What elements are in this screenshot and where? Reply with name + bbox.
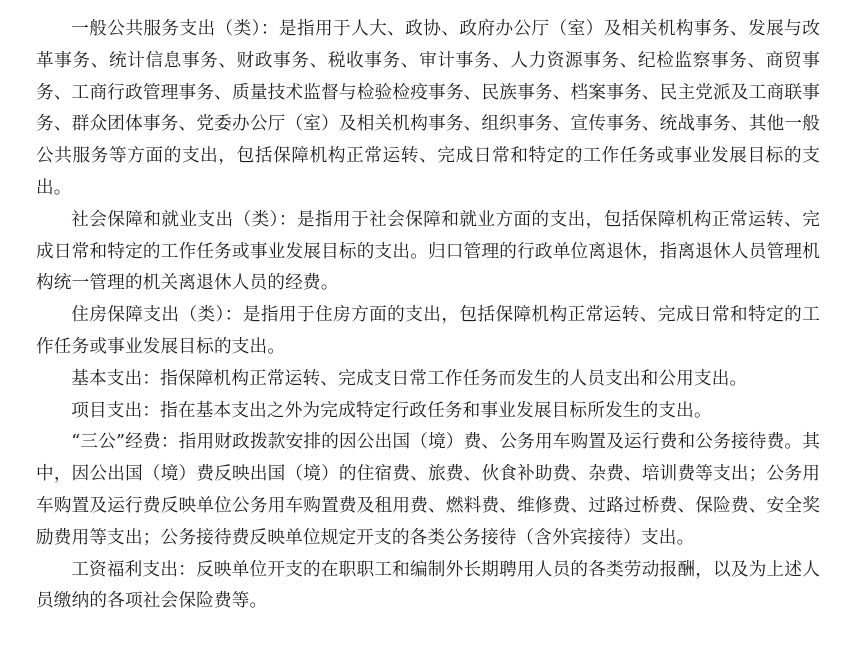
- paragraph-three-public-expenses: “三公”经费：指用财政拨款安排的因公出国（境）费、公务用车购置及运行费和公务接待费。其中，因公出国（境）费反映出国（境）的住宿费、旅费、伙食补助费、杂费、培训费等支出；公务用车购置及运行费反映单位公务用车购置费及租用费、燃料费、维修费、过路过桥费、保险费、安全奖励费用等支出；公务接待费反映单位规定开支的各类公务接待（含外宾接待）支出。: [36, 432, 820, 548]
- paragraph-social-security-employment: 社会保障和就业支出（类）：是指用于社会保障和就业方面的支出，包括保障机构正常运转、完成日常和特定的工作任务或事业发展目标的支出。归口管理的行政单位离退休，指离退休人员管理机构统一管理的机关离退休人员的经费。: [36, 209, 820, 294]
- paragraph-housing-security: 住房保障支出（类）：是指用于住房方面的支出，包括保障机构正常运转、完成日常和特定的工作任务或事业发展目标的支出。: [36, 305, 820, 357]
- paragraph-general-public-services: 一般公共服务支出（类）：是指用于人大、政协、政府办公厅（室）及相关机构事务、发展与改革事务、统计信息事务、财政事务、税收事务、审计事务、人力资源事务、纪检监察事务、商贸事务、工商行政管理事务、质量技术监督与检验检疫事务、民族事务、档案事务、民主党派及工商联事务、群众团体事务、党委办公厅（室）及相关机构事务、组织事务、宣传事务、统战事务、其他一般公共服务等方面的支出，包括保障机构正常运转、完成日常和特定的工作任务或事业发展目标的支出。: [36, 19, 820, 198]
- paragraph-project-expenditure: 项目支出：指在基本支出之外为完成特定行政任务和事业发展目标所发生的支出。: [71, 400, 712, 421]
- paragraph-wages-welfare: 工资福利支出：反映单位开支的在职职工和编制外长期聘用人员的各类劳动报酬，以及为上述人员缴纳的各项社会保险费等。: [36, 559, 820, 612]
- paragraph-basic-expenditure: 基本支出：指保障机构正常运转、完成支日常工作任务而发生的人员支出和公用支出。: [71, 368, 748, 389]
